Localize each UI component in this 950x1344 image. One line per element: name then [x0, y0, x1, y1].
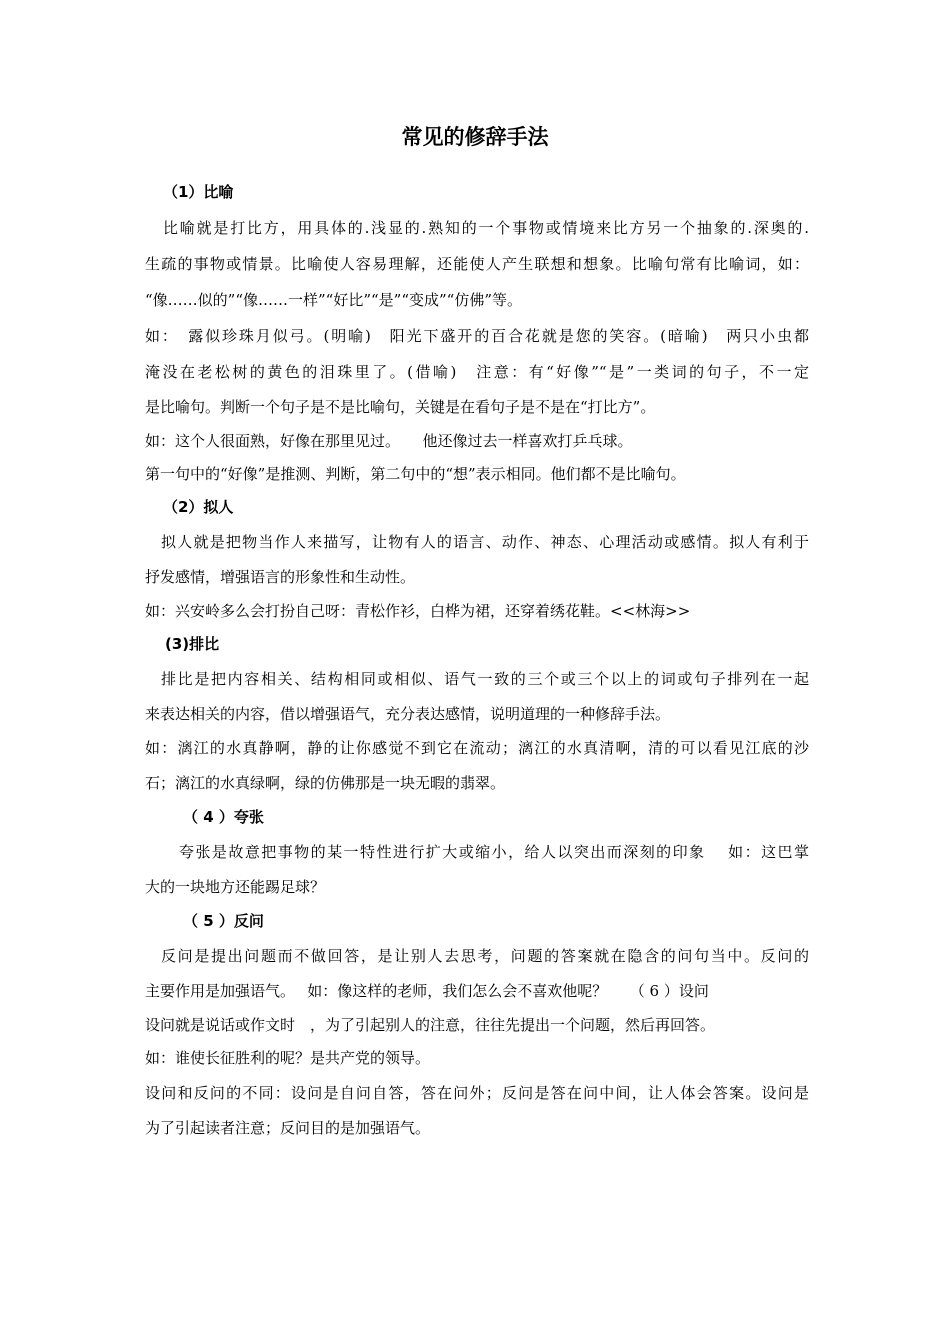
- paragraph-line: 如：漓江的水真静啊，静的让你感觉不到它在流动；漓江的水真清啊，清的可以看见江底的沙: [145, 739, 809, 757]
- heading-hyperbole: （ 4 ）夸张: [183, 808, 264, 826]
- heading-rhetorical-question: （ 5 ）反问: [183, 912, 264, 930]
- paragraph-line: 如：这个人很面熟，好像在那里见过。 他还像过去一样喜欢打乒乓球。: [145, 432, 633, 450]
- paragraph-line: 如：谁使长征胜利的呢？是共产党的领导。: [145, 1049, 431, 1067]
- document-title: 常见的修辞手法: [401, 125, 549, 149]
- heading-personification: （2）拟人: [163, 498, 234, 516]
- paragraph-line: 来表达相关的内容，借以增强语气，充分表达感情，说明道理的一种修辞手法。: [145, 705, 671, 723]
- paragraph-line: 比喻就是打比方，用具体的.浅显的.熟知的一个事物或情境来比方另一个抽象的.深奥的.: [163, 219, 809, 237]
- paragraph-line: 大的一块地方还能踢足球？: [145, 878, 326, 896]
- document-body: [145, 174, 809, 1146]
- paragraph-line: 第一句中的“好像”是推测、判断，第二句中的“想”表示相同。他们都不是比喻句。: [145, 465, 686, 483]
- paragraph-line: 主要作用是加强语气。 如：像这样的老师，我们怎么会不喜欢他呢？ （ 6 ）设问: [145, 982, 709, 1000]
- paragraph-line: 是比喻句。判断一个句子是不是比喻句，关键是在看句子是不是在“打比方”。: [145, 398, 656, 416]
- paragraph-line: 设问就是说话或作文时 ，为了引起别人的注意，往往先提出一个问题，然后再回答。: [145, 1016, 716, 1034]
- paragraph-line: 设问和反问的不同：设问是自问自答，答在问外；反问是答在问中间，让人体会答案。设问是: [145, 1084, 809, 1102]
- paragraph-line: “像……似的”“像……一样”“好比”“是”“变成”“仿佛”等。: [145, 291, 523, 309]
- paragraph-line: 为了引起读者注意；反问目的是加强语气。: [145, 1119, 431, 1137]
- paragraph-line: 石；漓江的水真绿啊，绿的仿佛那是一块无暇的翡翠。: [145, 774, 506, 792]
- paragraph-line: 生疏的事物或情景。比喻使人容易理解，还能使人产生联想和想象。比喻句常有比喻词，如：: [145, 255, 809, 273]
- paragraph-line: 如：兴安岭多么会打扮自己呀：青松作衫，白桦为裙，还穿着绣花鞋。<<林海>>: [145, 602, 691, 620]
- paragraph-line: 淹没在老松树的黄色的泪珠里了。(借喻) 注意：有“好像”“是”一类词的句子，不一定: [145, 363, 809, 381]
- heading-metaphor: （1）比喻: [163, 183, 234, 201]
- paragraph-line: 反问是提出问题而不做回答，是让别人去思考，问题的答案就在隐含的问句当中。反问的: [161, 947, 809, 965]
- paragraph-line: 排比是把内容相关、结构相同或相似、语气一致的三个或三个以上的词或句子排列在一起: [161, 670, 809, 688]
- paragraph-line: 拟人就是把物当作人来描写，让物有人的语言、动作、神态、心理活动或感情。拟人有利于: [161, 533, 809, 551]
- paragraph-line: 如： 露似珍珠月似弓。(明喻) 阳光下盛开的百合花就是您的笑容。(暗喻) 两只小虫都: [145, 327, 809, 345]
- heading-parallelism: (3)排比: [165, 635, 220, 653]
- paragraph-line: 夸张是故意把事物的某一特性进行扩大或缩小，给人以突出而深刻的印象 如：这巴掌: [179, 843, 809, 861]
- paragraph-line: 抒发感情，增强语言的形象性和生动性。: [145, 568, 416, 586]
